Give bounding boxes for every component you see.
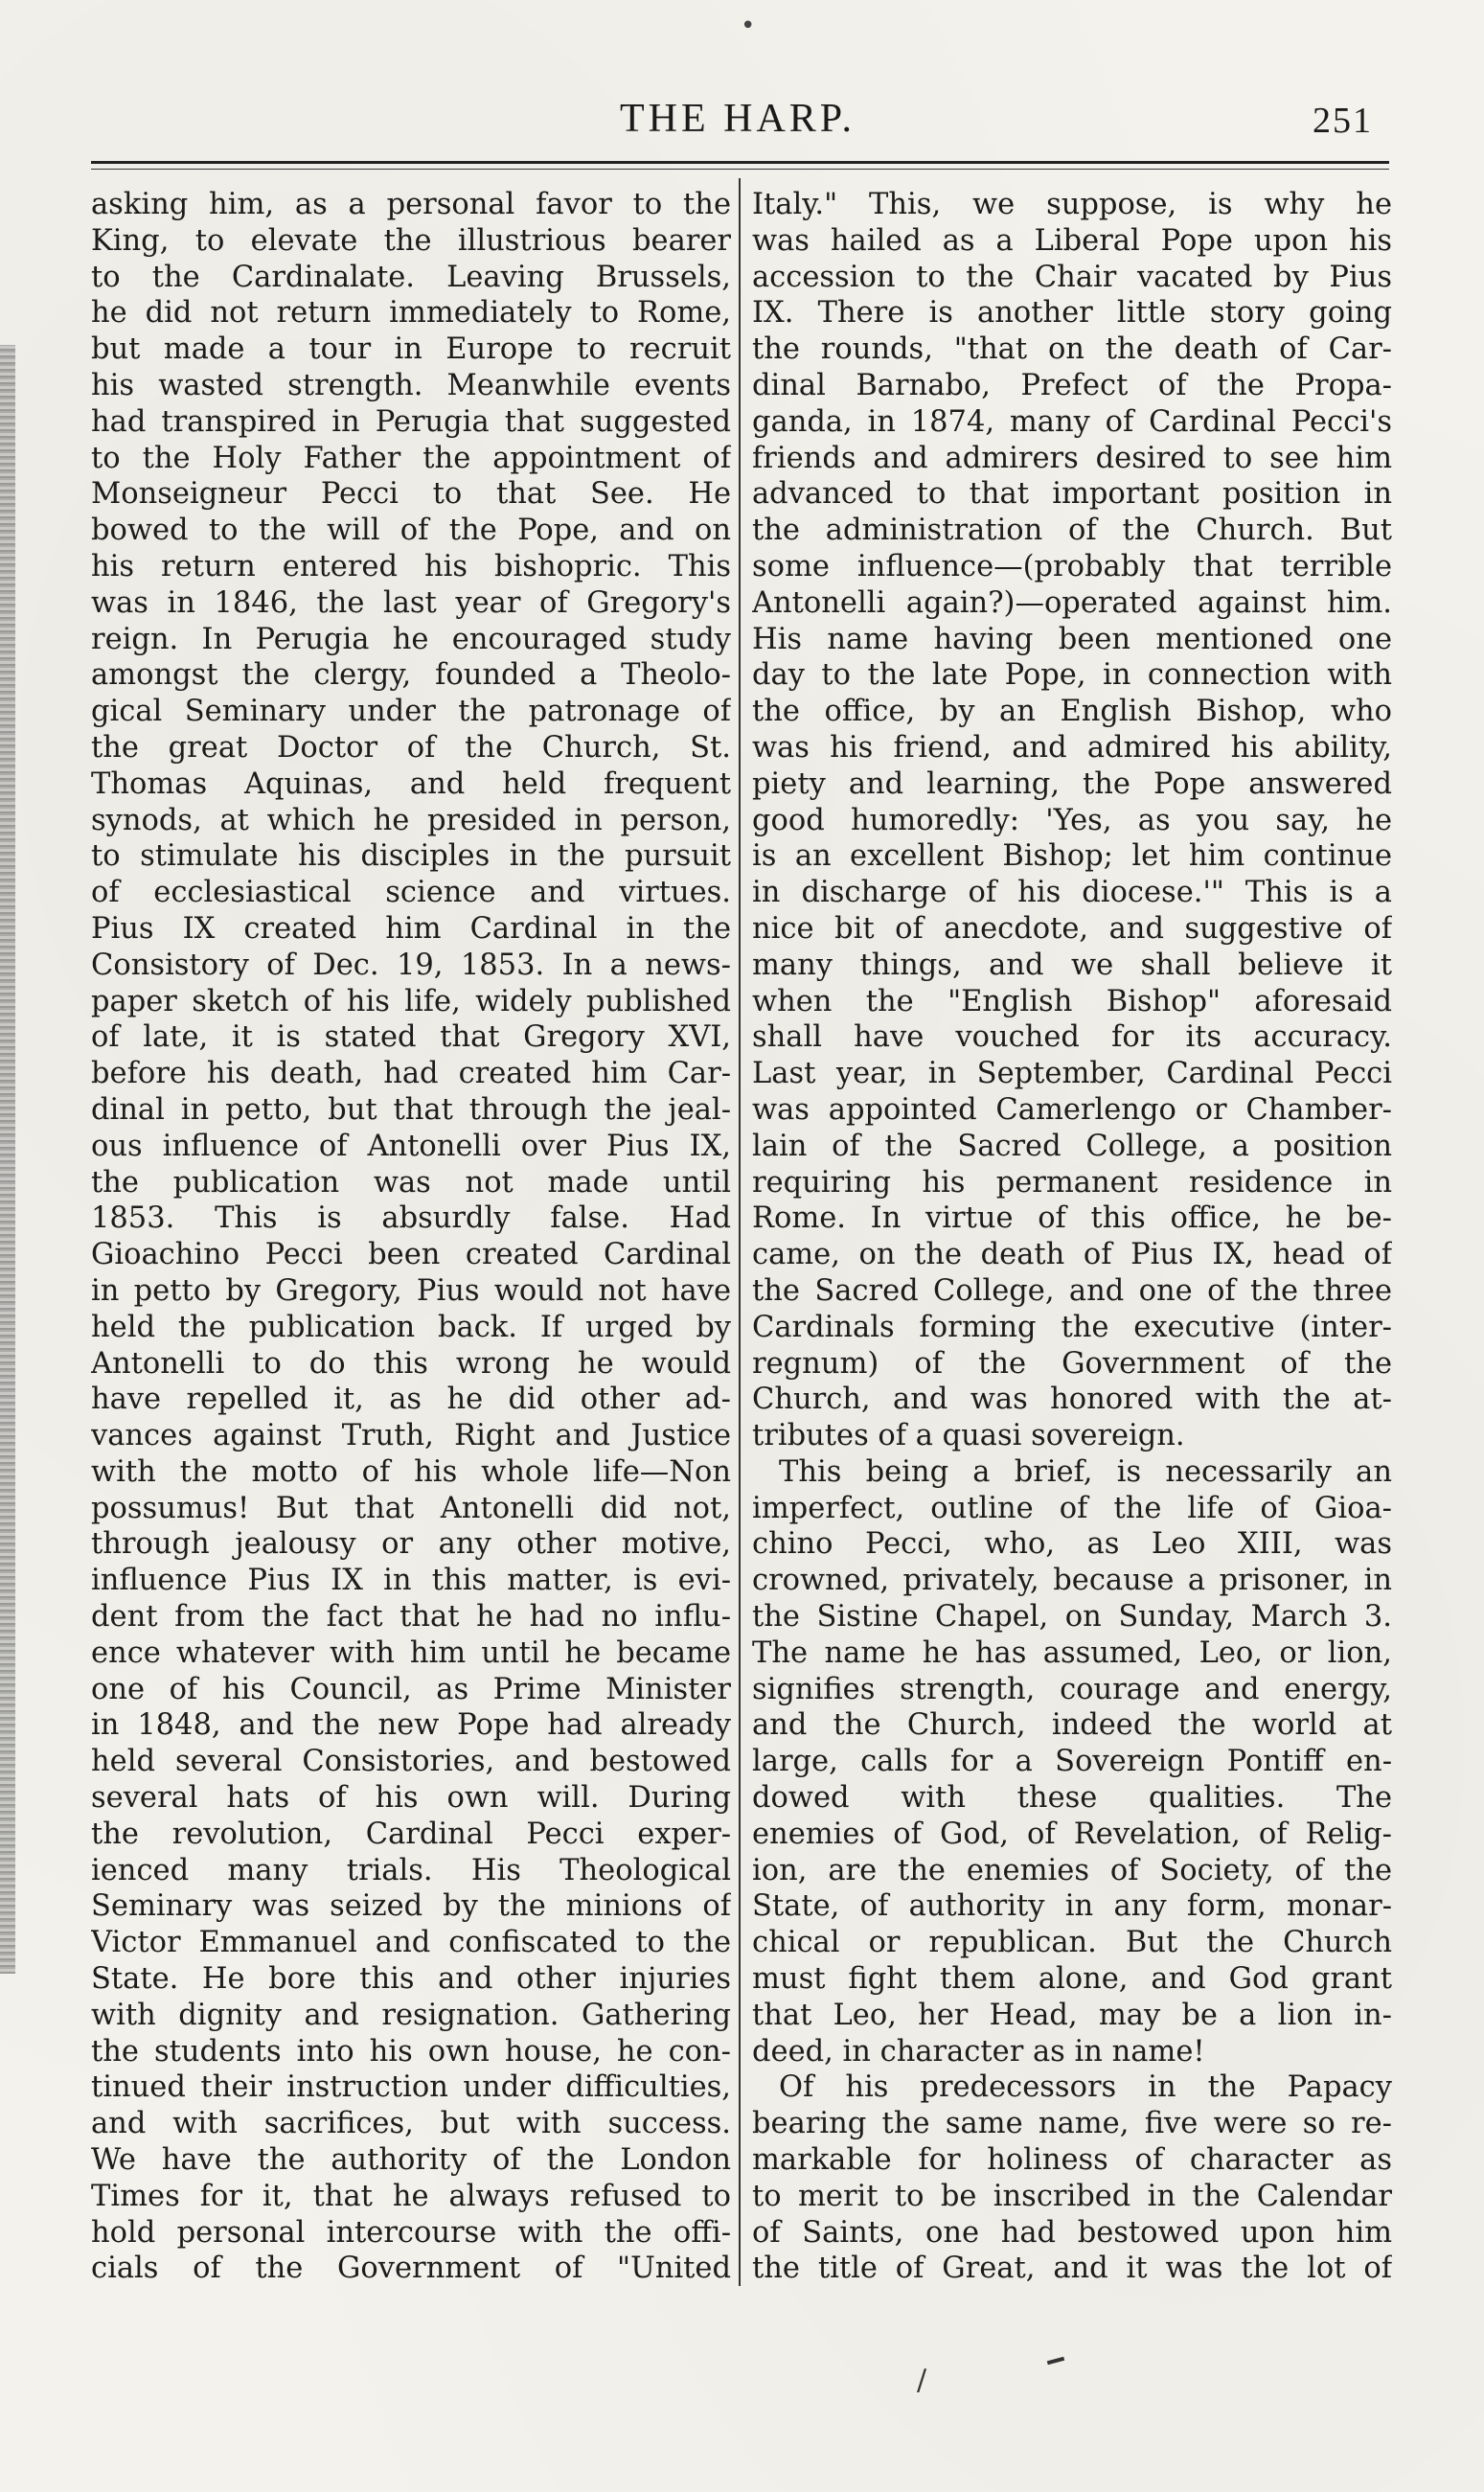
binding-edge	[0, 345, 15, 1974]
text-line: the publication was not made until	[91, 1165, 731, 1200]
left-column	[91, 187, 731, 2287]
text-line: have repelled it, as he did other ad-	[91, 1383, 731, 1417]
text-line: with dignity and resignation. Gathering	[91, 1998, 731, 2032]
text-line: some influence—(probably that terrible	[752, 549, 1392, 583]
text-line: IX. There is another little story going	[752, 296, 1392, 331]
text-line: many things, and we shall believe it	[752, 948, 1392, 982]
text-line: in discharge of his diocese.'" This is a	[752, 876, 1392, 910]
header-rule	[91, 161, 1389, 164]
text-line: Rome. In virtue of this office, he be-	[752, 1201, 1392, 1236]
page-header	[91, 96, 1384, 153]
header-rule-thin	[91, 169, 1389, 170]
text-line: hold personal intercourse with the offi-	[91, 2215, 731, 2250]
text-line: dent from the fact that he had no influ-	[91, 1600, 731, 1635]
text-line: several hats of his own will. During	[91, 1781, 731, 1816]
text-line: amongst the clergy, founded a Theolo-	[91, 658, 731, 693]
text-line: nice bit of anecdote, and suggestive of	[752, 911, 1392, 946]
text-line: Of his predecessors in the Papacy	[779, 2070, 1392, 2105]
text-line: Gioachino Pecci been created Cardinal	[91, 1238, 731, 1272]
column-divider	[739, 178, 741, 2286]
text-line: asking him, as a personal favor to the	[91, 188, 731, 221]
text-line: good humoredly: 'Yes, as you say, he	[752, 803, 1392, 837]
text-line: ence whatever with him until he became	[91, 1635, 731, 1670]
text-line: to the Holy Father the appointment of	[91, 441, 731, 475]
text-line: 1853. This is absurdly false. Had	[91, 1201, 731, 1236]
text-line: and with sacrifices, but with success.	[91, 2107, 731, 2141]
text-line: Times for it, that he always refused to	[91, 2179, 731, 2213]
text-line: was hailed as a Liberal Pope upon his	[752, 223, 1392, 258]
text-line: Last year, in September, Cardinal Pecci	[752, 1057, 1392, 1091]
text-line: State, of authority in any form, monar-	[752, 1889, 1392, 1924]
text-line: ous influence of Antonelli over Pius IX,	[91, 1129, 731, 1163]
text-line: the rounds, "that on the death of Car-	[752, 332, 1392, 367]
text-line: Cardinals forming the executive (inter-	[752, 1310, 1392, 1344]
text-line: the office, by an English Bishop, who	[752, 695, 1392, 729]
text-line: cials of the Government of "United	[91, 2252, 731, 2286]
text-line: dinal Barnabo, Prefect of the Propa-	[752, 368, 1392, 402]
text-line: chical or republican. But the Church	[752, 1926, 1392, 1960]
text-line: His name having been mentioned one	[752, 622, 1392, 656]
text-line: Thomas Aquinas, and held frequent	[91, 766, 731, 801]
text-line: day to the late Pope, in connection with	[752, 658, 1392, 693]
text-line: Antonelli again?)—operated against him.	[752, 585, 1392, 620]
text-line: influence Pius IX in this matter, is evi-	[91, 1564, 731, 1598]
text-line: the revolution, Cardinal Pecci exper-	[91, 1817, 731, 1851]
text-line: dowed with these qualities. The	[752, 1781, 1392, 1816]
right-column	[752, 187, 1392, 2287]
text-line: Antonelli to do this wrong he would	[91, 1346, 731, 1381]
text-line: The name he has assumed, Leo, or lion,	[752, 1635, 1392, 1670]
text-line: bearing the same name, five were so re-	[752, 2107, 1392, 2141]
text-line: possumus! But that Antonelli did not,	[91, 1491, 731, 1525]
text-line: to stimulate his disciples in the pursuit	[91, 839, 731, 874]
text-line: his return entered his bishopric. This	[91, 549, 731, 583]
text-line: one of his Council, as Prime Minister	[91, 1672, 731, 1706]
text-line: was in 1846, the last year of Gregory's	[91, 585, 731, 620]
text-line: chino Pecci, who, as Leo XIII, was	[752, 1527, 1392, 1562]
text-line: Italy." This, we suppose, is why he	[752, 188, 1392, 221]
text-line: requiring his permanent residence in	[752, 1165, 1392, 1200]
text-line: of ecclesiastical science and virtues.	[91, 876, 731, 910]
text-line: with the motto of his whole life—Non	[91, 1454, 731, 1489]
text-line: held the publication back. If urged by	[91, 1310, 731, 1344]
text-line: was appointed Camerlengo or Chamber-	[752, 1092, 1392, 1127]
text-line: regnum) of the Government of the	[752, 1346, 1392, 1381]
text-line: shall have vouched for its accuracy.	[752, 1020, 1392, 1055]
footer-dash	[1047, 2357, 1064, 2366]
text-line: King, to elevate the illustrious bearer	[91, 223, 731, 258]
text-line: signifies strength, courage and energy,	[752, 1672, 1392, 1706]
text-line: Church, and was honored with the at-	[752, 1383, 1392, 1417]
text-line: piety and learning, the Pope answered	[752, 766, 1392, 801]
text-line: synods, at which he presided in person,	[91, 803, 731, 837]
text-line: the great Doctor of the Church, St.	[91, 730, 731, 765]
text-line: through jealousy or any other motive,	[91, 1527, 731, 1562]
text-line: ion, are the enemies of Society, of the	[752, 1853, 1392, 1887]
text-line: paper sketch of his life, widely published	[91, 984, 731, 1018]
running-title: THE HARP.	[619, 97, 856, 141]
text-line: the Sistine Chapel, on Sunday, March 3.	[752, 1600, 1392, 1635]
text-line: gical Seminary under the patronage of	[91, 695, 731, 729]
text-line: when the "English Bishop" aforesaid	[752, 984, 1392, 1018]
text-line: State. He bore this and other injuries	[91, 1962, 731, 1997]
text-line: deed, in character as in name!	[752, 2034, 1205, 2069]
text-line: dinal in petto, but that through the jeal-	[91, 1092, 731, 1127]
text-line: ganda, in 1874, many of Cardinal Pecci's	[752, 404, 1392, 439]
text-line: Victor Emmanuel and confiscated to the	[91, 1926, 731, 1960]
page-number: 251	[1313, 101, 1373, 141]
text-line: This being a brief, is necessarily an	[779, 1454, 1392, 1489]
text-line: and the Church, indeed the world at	[752, 1708, 1392, 1743]
text-line: vances against Truth, Right and Justice	[91, 1419, 731, 1453]
text-line: markable for holiness of character as	[752, 2143, 1392, 2178]
text-line: tributes of a quasi sovereign.	[752, 1419, 1185, 1453]
text-line: had transpired in Perugia that suggested	[91, 404, 731, 439]
text-line: Seminary was seized by the minions of	[91, 1889, 731, 1924]
text-line: crowned, privately, because a prisoner, in	[752, 1564, 1392, 1598]
text-line: advanced to that important position in	[752, 477, 1392, 512]
text-line: We have the authority of the London	[91, 2143, 731, 2178]
text-line: he did not return immediately to Rome,	[91, 296, 731, 331]
text-line: Monseigneur Pecci to that See. He	[91, 477, 731, 512]
top-mark: •	[741, 11, 756, 40]
text-line: friends and admirers desired to see him	[752, 441, 1392, 475]
text-line: is an excellent Bishop; let him continue	[752, 839, 1392, 874]
text-line: came, on the death of Pius IX, head of	[752, 1238, 1392, 1272]
footer-mark: /	[917, 2364, 927, 2397]
text-line: ienced many trials. His Theological	[91, 1853, 731, 1887]
text-line: bowed to the will of the Pope, and on	[91, 514, 731, 548]
text-line: was his friend, and admired his ability,	[752, 730, 1392, 765]
text-line: must fight them alone, and God grant	[752, 1962, 1392, 1997]
text-line: accession to the Chair vacated by Pius	[752, 260, 1392, 294]
text-line: that Leo, her Head, may be a lion in-	[752, 1998, 1392, 2032]
text-line: of Saints, one had bestowed upon him	[752, 2215, 1392, 2250]
text-line: in petto by Gregory, Pius would not have	[91, 1273, 731, 1308]
text-line: to merit to be inscribed in the Calendar	[752, 2179, 1392, 2213]
text-line: Consistory of Dec. 19, 1853. In a news-	[91, 948, 731, 982]
text-line: lain of the Sacred College, a position	[752, 1129, 1392, 1163]
text-line: to the Cardinalate. Leaving Brussels,	[91, 260, 731, 294]
text-line: of late, it is stated that Gregory XVI,	[91, 1020, 731, 1055]
text-line: the administration of the Church. But	[752, 514, 1392, 548]
text-line: enemies of God, of Revelation, of Relig-	[752, 1817, 1392, 1851]
text-line: his wasted strength. Meanwhile events	[91, 368, 731, 402]
text-line: held several Consistories, and bestowed	[91, 1745, 731, 1779]
text-line: but made a tour in Europe to recruit	[91, 332, 731, 367]
text-line: the title of Great, and it was the lot of	[752, 2252, 1392, 2286]
text-line: reign. In Perugia he encouraged study	[91, 622, 731, 656]
text-line: large, calls for a Sovereign Pontiff en-	[752, 1745, 1392, 1779]
text-line: tinued their instruction under difficulties,	[91, 2070, 731, 2105]
text-line: before his death, had created him Car-	[91, 1057, 731, 1091]
text-line: in 1848, and the new Pope had already	[91, 1708, 731, 1743]
text-line: Pius IX created him Cardinal in the	[91, 911, 731, 946]
text-line: imperfect, outline of the life of Gioa-	[752, 1491, 1392, 1525]
text-line: the Sacred College, and one of the three	[752, 1273, 1392, 1308]
text-line: the students into his own house, he con-	[91, 2034, 731, 2069]
